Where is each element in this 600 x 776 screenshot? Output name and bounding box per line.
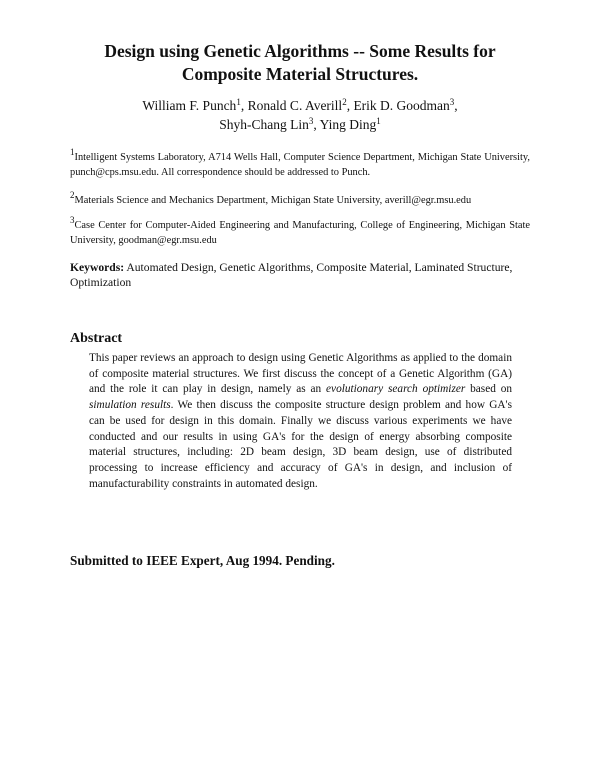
affiliation-1	[70, 147, 530, 180]
abstract-text-2: based on	[465, 383, 513, 396]
author-punch-affiliation: 1	[236, 97, 241, 107]
affiliation-3-text: Case Center for Computer-Aided Engineering and Manufacturing, College of Engineering, Michigan State University, goodman@egr.msu.edu	[70, 220, 530, 246]
submission-note: Submitted to IEEE Expert, Aug 1994. Pending.	[70, 553, 335, 568]
title-line-2: Composite Material Structures.	[181, 64, 419, 84]
author-ding: Ying Ding	[319, 116, 377, 132]
abstract-body	[89, 351, 512, 492]
keywords	[70, 260, 530, 290]
keywords-text: Automated Design, Genetic Algorithms, Composite Material, Laminated Structure, Optimization	[70, 261, 513, 289]
author-punch: William F. Punch	[142, 98, 237, 113]
abstract-heading: Abstract	[70, 331, 123, 346]
paper-title	[60, 40, 540, 86]
author-lin: Shyh-Chang Lin	[219, 116, 309, 132]
affiliation-2-text: Materials Science and Mechanics Department, Michigan State University, averill@egr.msu.edu	[74, 195, 472, 206]
abstract-emphasis-1: evolutionary search optimizer	[326, 383, 466, 396]
affiliation-3-number: 3	[70, 215, 75, 225]
author-lin-affiliation: 3	[308, 115, 314, 126]
affiliation-2	[70, 190, 530, 208]
author-goodman-affiliation: 3	[449, 97, 455, 107]
author-list	[60, 97, 540, 134]
author-line-1: William F. Punch$^1$, Ronald C. Averill$^2$, Erik D. Goodman$^3$,	[142, 97, 458, 113]
author-ding-affiliation: 1	[376, 115, 381, 126]
title-line-1: Design using Genetic Algorithms -- Some Results for	[104, 41, 496, 61]
author-line-2: Shyh-Chang Lin$^3$, Ying Ding$^1$	[219, 115, 381, 132]
affiliation-3	[70, 215, 530, 248]
affiliation-1-number: 1	[70, 147, 75, 157]
abstract-emphasis-2: simulation results	[89, 399, 171, 412]
author-averill: Ronald C. Averill	[247, 98, 343, 113]
affiliation-1-text: Intelligent Systems Laboratory, A714 Wells Hall, Computer Science Department, Michigan State University, punch@cps.msu.edu. All correspondence should be addressed to Punch.	[70, 152, 530, 178]
abstract-text-1: This paper reviews an approach to design using Genetic Algorithms as applied to the domain of composite material structures. We first discuss the concept of a Genetic Algorithm (GA) and the role it can play in design, namely as an	[89, 352, 512, 396]
abstract-text-3: . We then discuss the composite structure design problem and how GA's can be used for design in this domain. Finally we discuss various experiments we have conducted and our results in using GA's for the design of energy absorbing composite material structures, including: 2D beam design, 3D beam design, use of distributed processing to increase efficiency and accuracy of GA's in design, and inclusion of manufacturability constraints in automated design.	[89, 399, 512, 490]
author-goodman: Erik D. Goodman	[353, 98, 450, 113]
affiliation-2-number: 2	[70, 190, 75, 200]
author-averill-affiliation: 2	[342, 97, 347, 107]
keywords-label: Keywords:	[70, 261, 125, 274]
